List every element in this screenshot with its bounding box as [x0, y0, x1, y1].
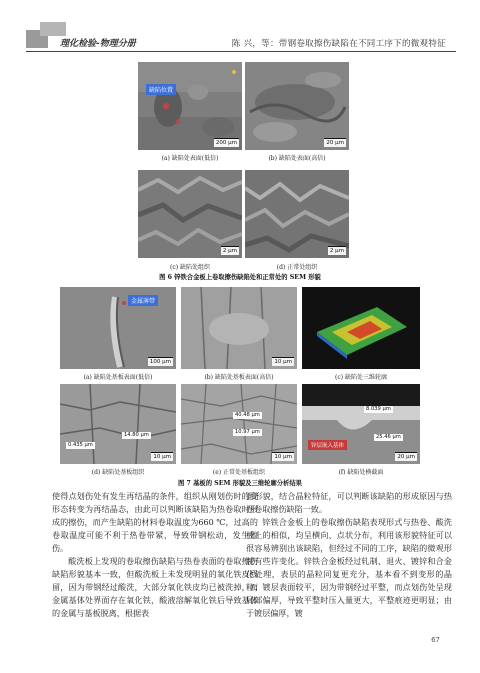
scale-bar: 200 μm	[215, 140, 237, 146]
fig6-panel-c	[138, 170, 242, 258]
journal-name: 理化检验-物理分册	[60, 39, 136, 49]
page-number: 67	[431, 636, 440, 644]
subcaption: (a) 缺陷处表面(低倍)	[161, 155, 219, 162]
measurement-label: 25.46 μm	[376, 434, 401, 440]
fig6-panel-b	[245, 62, 349, 150]
fig6-panel-a	[138, 62, 242, 150]
subcaption: (e) 正常处基板组织	[212, 469, 266, 476]
fig7-panel-d	[60, 384, 176, 464]
subcaption: (c) 缺陷处三维轮廓	[335, 374, 387, 381]
page-header	[0, 0, 480, 52]
header-rule	[26, 51, 456, 52]
fig7-panel-a	[60, 287, 176, 369]
subcaption: (c) 缺陷处组织	[170, 264, 210, 271]
scale-bar: 100 μm	[149, 359, 171, 365]
fig7-panel-b	[181, 287, 297, 369]
measurement-label: 0.435 μm	[68, 442, 93, 448]
journal-logo-accent	[40, 22, 66, 36]
scale-bar: 2 μm	[329, 248, 344, 254]
scale-bar: 20 μm	[326, 140, 344, 146]
measurement-label: 40.48 μm	[235, 412, 260, 418]
fig6-panel-d	[245, 170, 349, 258]
subcaption: (d) 正常处组织	[276, 264, 318, 271]
scale-bar: 10 μm	[274, 359, 292, 365]
figure-7-caption: 图 7 基板的 SEM 形貌及三维轮廓分析结果	[178, 480, 302, 487]
measurement-label: 10.97 μm	[235, 429, 260, 435]
3d-profile-image	[302, 287, 420, 369]
paragraph: 面形貌，结合晶粒特征，可以判断该缺陷的形成原因与热卷卷取擦伤缺陷一致。	[246, 491, 452, 514]
fig7-panel-f	[302, 384, 420, 464]
scale-bar: 10 μm	[153, 454, 171, 460]
paragraph: 使得点划伤处有发生再结晶的条件，组织从刚划伤时的变形态转变为再结晶态，由此可以判断该缺陷为热卷取时形成的擦伤，而产生缺陷的材料卷取温度为660 ℃，过高的卷取温度可能不利于热卷带紧，导致带钢松动，发生擦伤。	[52, 491, 258, 553]
measurement-label: 14.80 μm	[124, 432, 149, 438]
fig7-panel-c	[302, 287, 420, 369]
sem-image-high-mag	[245, 62, 349, 150]
sem-image-defect-structure	[138, 170, 242, 258]
subcaption: (d) 缺陷处基板组织	[91, 469, 145, 476]
scale-bar: 10 μm	[274, 454, 292, 460]
subcaption: (b) 缺陷处基板表面(高倍)	[204, 374, 274, 381]
subcaption: (b) 缺陷处表面(高倍)	[268, 155, 326, 162]
measurement-label: 8.039 μm	[366, 406, 391, 412]
body-column-right	[246, 490, 452, 620]
subcaption: (f) 缺陷处横截面	[338, 469, 384, 476]
running-title: 陈 兴，等：带钢卷取擦伤缺陷在不同工序下的微观特征	[231, 39, 446, 49]
paragraph: 锌铁合金板上的卷取擦伤缺陷表现形式与热卷、酸洗板上的相似，均呈横向、点状分布，利用该形貌特征可以很容易辨别出该缺陷，但经过不同的工序，缺陷的微观形貌有些许变化。锌铁合金板经过轧制、退火、镀锌和合金化处理，表层的晶粒同复更充分，基本看不到变形的晶粒；镀层表面较平，因为带钢经过平整，而点划伤处呈现局部偏厚，导致平整时压入量更大，平整痕迹更明显；由于镀层偏厚，镀	[246, 517, 452, 618]
figure-6-caption: 图 6 锌铁合金板上卷取擦伤缺陷处和正常处的 SEM 形貌	[159, 274, 321, 281]
metal-strip-label: 金属薄带	[128, 295, 158, 306]
zinc-embedded-label: 锌层嵌入基体	[308, 440, 347, 450]
paragraph: 酸洗板上发现的卷取擦伤缺陷与热卷表面的卷取擦伤缺陷形貌基本一致，但酸洗板上未发现明显的氧化铁皮残留，因为带钢经过酸洗，大部分氧化铁皮均已被洗掉，而金属基体处界面存在氧化铁，酸液溶解氧化铁后导致基体的金属与基板脱离，根据表	[52, 556, 258, 618]
sem-image-low-mag	[138, 62, 242, 150]
body-column-left	[52, 490, 258, 620]
scale-bar: 2 μm	[222, 248, 237, 254]
sem-image-normal-structure	[245, 170, 349, 258]
fig7-panel-e	[181, 384, 297, 464]
scale-bar: 20 μm	[397, 454, 415, 460]
subcaption: (a) 缺陷处基板表面(低倍)	[83, 374, 153, 381]
defect-position-label: 缺陷位置	[146, 84, 176, 95]
